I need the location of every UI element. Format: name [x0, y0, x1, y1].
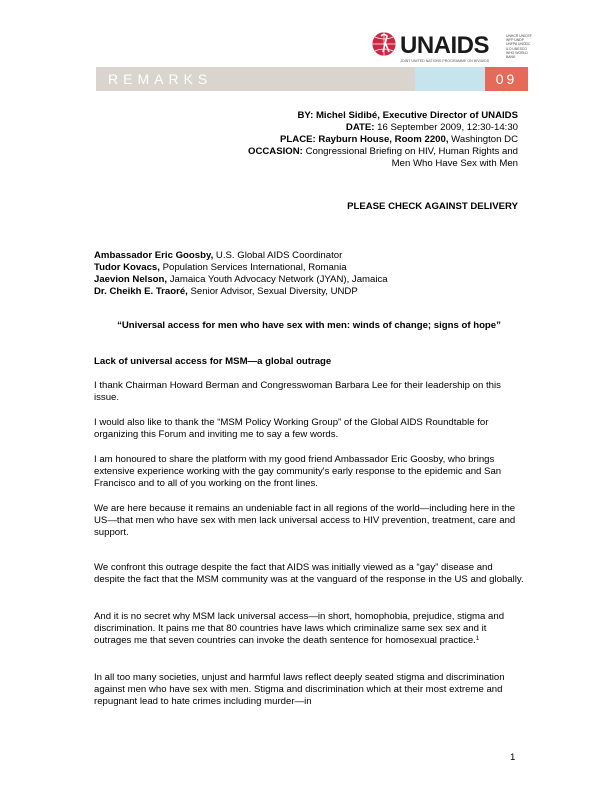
footnote-marker: 1 [475, 636, 480, 642]
remarks-number-box [485, 67, 528, 91]
red-ribbon-globe-icon [370, 30, 398, 58]
paragraph: In all too many societies, unjust and harmful laws reflect deeply seated stigma and discrimination against men who have sex with men. Stigma and discrimination which at their most extreme and repugnant lead to hate crimes including murder—in [94, 672, 505, 707]
paragraph: I thank Chairman Howard Berman and Congresswoman Barbara Lee for their leadership on this issue. [94, 380, 501, 403]
info-by [98, 110, 518, 122]
paragraph: We confront this outrage despite the fact that AIDS was initially viewed as a “gay” disease and despite the fact that the MSM community was at the vanguard of the response in the US and globally. [94, 562, 524, 585]
remarks-number: 09 [495, 71, 518, 87]
logo-cosponsors: UNHCR UNICEF WFP UNDP UNFPA UNODC ILO UNESCO WHO WORLD BANK [506, 34, 532, 60]
addressee-name: Jaevion Nelson, [94, 274, 168, 285]
info-by-label: BY: [297, 110, 314, 121]
addressee-role: Senior Advisor, Sexual Diversity, UNDP [190, 286, 358, 297]
addressee-list [94, 250, 524, 298]
remarks-title: REMARKS [108, 71, 213, 87]
speech-title: “Universal access for men who have sex with men: winds of change; signs of hope” [117, 320, 501, 331]
addressee-name: Ambassador Eric Goosby, [94, 250, 214, 261]
addressee-role: Jamaica Youth Advocacy Network (JYAN), Jamaica [169, 274, 388, 285]
page-number: 1 [510, 752, 516, 763]
info-place-label: PLACE: [280, 134, 316, 145]
remarks-band-blue [415, 67, 485, 91]
addressee [94, 250, 524, 262]
section-heading: Lack of universal access for MSM—a global outrage [94, 356, 332, 367]
addressee [94, 286, 524, 298]
addressee-role: U.S. Global AIDS Coordinator [215, 250, 343, 261]
info-by-value: Michel Sidibé, Executive Director of UNAIDS [315, 110, 518, 121]
info-place [98, 134, 518, 146]
info-date-label: DATE: [345, 122, 375, 133]
info-occasion-line2: Men Who Have Sex with Men [391, 158, 518, 169]
paragraph: I am honoured to share the platform with my good friend Ambassador Eric Goosby, who brings extensive experience working with the gay community's early response to the epidemic and San Francisco and to all of you working on the front lines. [94, 454, 502, 489]
info-occasion-label: OCCASION: [247, 146, 303, 157]
logo-wordmark: UNAIDS [400, 32, 490, 59]
logo-tagline: JOINT UNITED NATIONS PROGRAMME ON HIV/AIDS [400, 59, 490, 63]
info-occasion [98, 146, 518, 158]
paragraph: I would also like to thank the “MSM Policy Working Group” of the Global AIDS Roundtable for organizing this Forum and inviting me to say a few words. [94, 417, 489, 440]
remarks-band-grey [96, 67, 415, 91]
paragraph [94, 611, 524, 647]
info-place-value-bold: Rayburn House, Room 2200, [318, 134, 449, 145]
info-date-value: 16 September 2009, 12:30-14:30 [377, 122, 518, 133]
delivery-note: PLEASE CHECK AGAINST DELIVERY [347, 201, 518, 212]
addressee-name: Tudor Kovacs, [94, 262, 160, 273]
addressee-name: Dr. Cheikh E. Traoré, [94, 286, 188, 297]
info-date [98, 122, 518, 134]
addressee-role: Population Services International, Romania [162, 262, 347, 273]
remarks-band [96, 67, 528, 91]
unaids-logo [370, 28, 530, 64]
paragraph: We are here because it remains an undeniable fact in all regions of the world—including here in the US—that men who have sex with men lack universal access to HIV prevention, treatment, care and support. [94, 503, 516, 538]
info-occasion-line1: Congressional Briefing on HIV, Human Rights and [305, 146, 518, 157]
paragraph-text: And it is no secret why MSM lack universal access—in short, homophobia, prejudice, stigma and discrimination. It pains me that 80 countries have laws which criminalize same sex sex and it outrages me that seven countries can invoke the death sentence for homosexual practice. [94, 611, 505, 646]
speech-info [98, 110, 518, 170]
info-place-value: Washington DC [451, 134, 518, 145]
addressee [94, 274, 524, 286]
addressee [94, 262, 524, 274]
